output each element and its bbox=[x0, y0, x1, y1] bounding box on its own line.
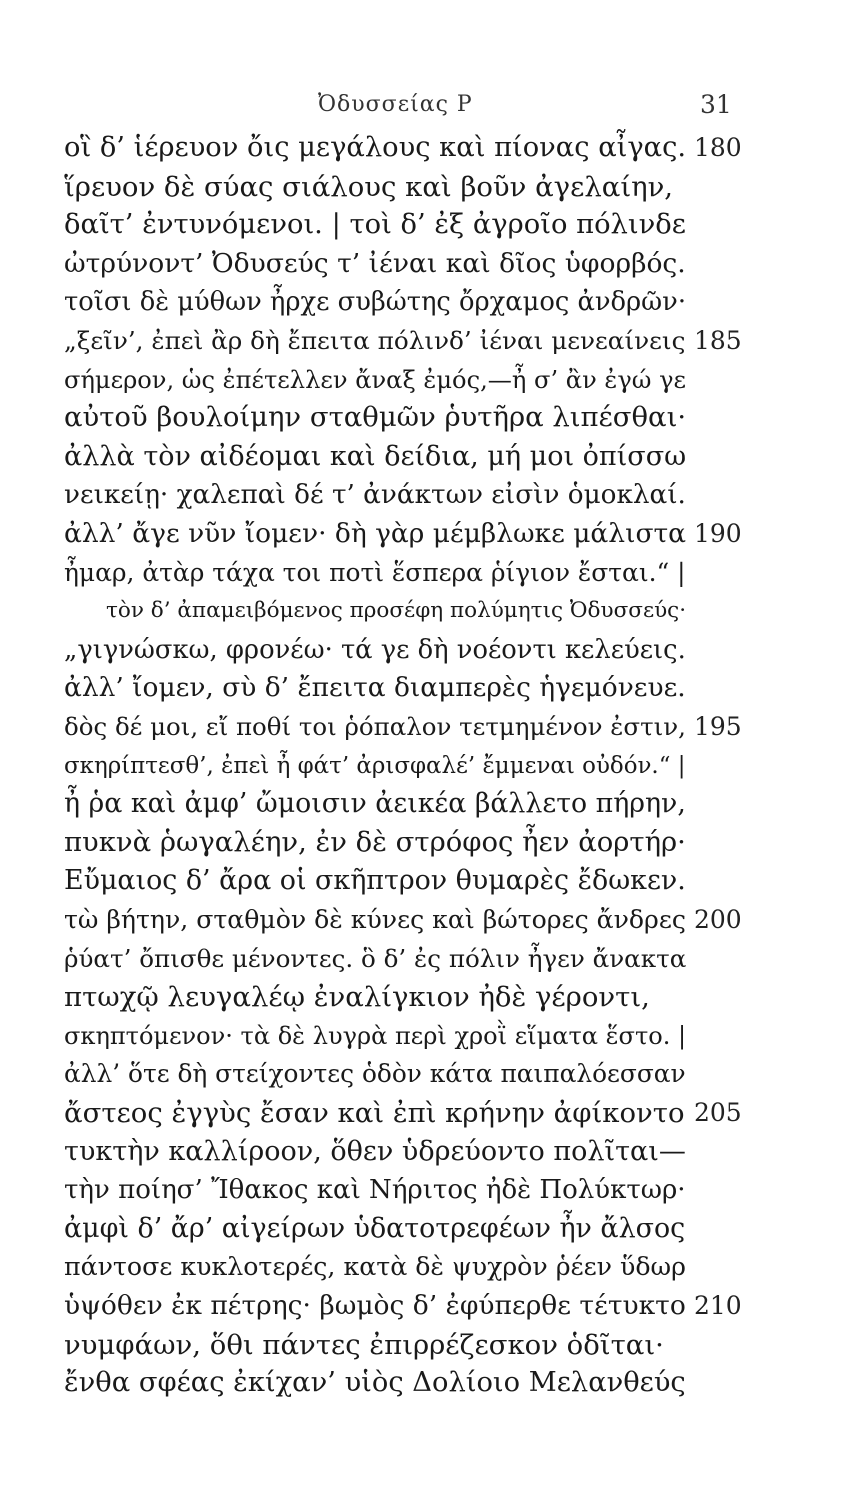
verse-text: πάντοσε κυκλοτερές, κατὰ δὲ ψυχρὸν ῥέεν ὕδωρ bbox=[64, 1252, 686, 1282]
verse-line bbox=[0, 861, 867, 903]
line-number: 205 bbox=[694, 1098, 742, 1127]
verse-text: δὸς δέ μοι, εἴ ποθί τοι ῥόπαλον τετμημένον ἐστιν, bbox=[64, 712, 686, 741]
verse-text: τὴν ποίησ’ Ἴθακος καὶ Νήριτος ἠδὲ Πολύκτωρ· bbox=[64, 1175, 686, 1206]
verse-line bbox=[0, 1016, 867, 1058]
verse-text: ῥύατ’ ὄπισθε μένοντες. ὃ δ’ ἐς πόλιν ἦγεν ἄνακτα bbox=[64, 943, 687, 973]
verse-text: ὠτρύνοντ’ Ὀδυσεύς τ’ ἰέναι καὶ δῖος ὑφορβός. bbox=[64, 247, 686, 279]
verse-line bbox=[0, 282, 867, 324]
verse-line bbox=[0, 1209, 867, 1251]
verse-line bbox=[0, 591, 867, 633]
line-number: 195 bbox=[694, 712, 742, 741]
verse-text: Εὔμαιος δ’ ἄρα οἱ σκῆπτρον θυμαρὲς ἔδωκεν. bbox=[64, 865, 686, 897]
verse-text: ἀλλ’ ὅτε δὴ στείχοντες ὁδὸν κάτα παιπαλόεσσαν bbox=[64, 1059, 686, 1089]
line-number: 210 bbox=[694, 1291, 742, 1320]
verse-text: νυμφάων, ὅθι πάντες ἐπιρρέζεσκον ὁδῖται· bbox=[64, 1328, 664, 1361]
running-head bbox=[0, 92, 867, 122]
verse-line bbox=[0, 1093, 867, 1135]
verse-line bbox=[0, 900, 867, 942]
verse-text: „γιγνώσκω, φρονέω· τά γε δὴ νοέοντι κελεύεις. bbox=[64, 634, 686, 665]
verse-line bbox=[0, 668, 867, 710]
verse-line bbox=[0, 360, 867, 402]
verse-line bbox=[0, 553, 867, 595]
verse-line bbox=[0, 205, 867, 247]
verse-text: σκηρίπτεσθ’, ἐπεὶ ἦ φάτ’ ἀρισφαλέ’ ἔμμεναι οὐδόν.“ | bbox=[64, 752, 686, 779]
line-number: 190 bbox=[694, 519, 742, 548]
verse-line bbox=[0, 167, 867, 209]
running-head-title: Ὀδυσσείας Ρ bbox=[318, 92, 473, 117]
verse-text: ἀλλ’ ἴομεν, σὺ δ’ ἔπειτα διαμπερὲς ἡγεμόνευε. bbox=[64, 672, 686, 704]
verse-text: δαῖτ’ ἐντυνόμενοι. | τοὶ δ’ ἐξ ἀγροῖο πόλινδε bbox=[64, 209, 686, 241]
verse-text: σκηπτόμενον· τὰ δὲ λυγρὰ περὶ χροῒ εἵματα ἕστο. | bbox=[64, 1021, 687, 1050]
verse-text: τοῖσι δὲ μύθων ἦρχε συβώτης ὄρχαμος ἀνδρῶν· bbox=[64, 287, 687, 318]
verse-line bbox=[0, 630, 867, 672]
verse-line bbox=[0, 244, 867, 286]
verse-line bbox=[0, 437, 867, 479]
verse-line bbox=[0, 398, 867, 440]
verse-line bbox=[0, 321, 867, 363]
line-number: 200 bbox=[694, 905, 742, 934]
verse-text: νεικείῃ· χαλεπαὶ δέ τ’ ἀνάκτων εἰσὶν ὁμοκλαί. bbox=[64, 480, 686, 511]
verse-text: σήμερον, ὡς ἐπέτελλεν ἄναξ ἐμός,—ἦ σ’ ἂν ἐγώ γε bbox=[64, 365, 687, 394]
verse-text: τυκτὴν καλλίροον, ὅθεν ὑδρεύοντο πολῖται— bbox=[64, 1135, 686, 1167]
verse-line bbox=[0, 1054, 867, 1096]
verse-line bbox=[0, 746, 867, 788]
line-number: 185 bbox=[694, 326, 742, 355]
verse-text: ἔνθα σφέας ἐκίχαν’ υἱὸς Δολίοιο Μελανθεύς bbox=[64, 1367, 686, 1399]
verse-line bbox=[0, 1132, 867, 1174]
verse-line bbox=[0, 514, 867, 556]
verse-text: πτωχῷ λευγαλέῳ ἐναλίγκιον ἠδὲ γέροντι, bbox=[64, 981, 650, 1014]
verse-line bbox=[0, 784, 867, 826]
verse-line bbox=[0, 128, 867, 170]
verse-text: τὸν δ’ ἀπαμειβόμενος προσέφη πολύμητις Ὀδυσσεύς· bbox=[106, 598, 687, 624]
verse-text: ἵρευον δὲ σύας σιάλους καὶ βοῦν ἀγελαίην, bbox=[64, 170, 674, 203]
verse-text: ἦμαρ, ἀτὰρ τάχα τοι ποτὶ ἕσπερα ῥίγιον ἔσται.“ | bbox=[64, 557, 686, 587]
verse-line bbox=[0, 1363, 867, 1405]
verse-text: οἳ δ’ ἱέρευον ὄις μεγάλους καὶ πίονας αἶγας. bbox=[64, 132, 687, 163]
verse-text: ὑψόθεν ἐκ πέτρης· βωμὸς δ’ ἐφύπερθε τέτυκτο bbox=[64, 1290, 686, 1321]
page-number: 31 bbox=[700, 90, 732, 119]
verse-line bbox=[0, 1247, 867, 1289]
verse-text: πυκνὰ ῥωγαλέην, ἐν δὲ στρόφος ἦεν ἀορτήρ· bbox=[64, 826, 686, 858]
verse-line bbox=[0, 1286, 867, 1328]
verse-text: τὼ βήτην, σταθμὸν δὲ κύνες καὶ βώτορες ἄνδρες bbox=[64, 905, 686, 934]
verse-line bbox=[0, 707, 867, 749]
verse-line bbox=[0, 1170, 867, 1212]
verse-line bbox=[0, 939, 867, 981]
verse-line bbox=[0, 475, 867, 517]
verse-line bbox=[0, 977, 867, 1019]
verse-text: ἄστεος ἐγγὺς ἔσαν καὶ ἐπὶ κρήνην ἀφίκοντο bbox=[64, 1097, 685, 1129]
verse-text: αὐτοῦ βουλοίμην σταθμῶν ῥυτῆρα λιπέσθαι· bbox=[64, 402, 687, 434]
verse-text: ἀμφὶ δ’ ἄρ’ αἰγείρων ὑδατοτρεφέων ἦν ἄλσος bbox=[64, 1212, 686, 1244]
verse-line bbox=[0, 823, 867, 865]
verse-text: „ξεῖν’, ἐπεὶ ἂρ δὴ ἔπειτα πόλινδ’ ἰέναι μενεαίνεις bbox=[64, 326, 686, 355]
verse-text: ἀλλὰ τὸν αἰδέομαι καὶ δείδια, μή μοι ὀπίσσω bbox=[64, 440, 687, 472]
verse-text: ἦ ῥα καὶ ἀμφ’ ὤμοισιν ἀεικέα βάλλετο πήρην, bbox=[64, 788, 686, 820]
verse-text: ἀλλ’ ἄγε νῦν ἴομεν· δὴ γὰρ μέμβλωκε μάλιστα bbox=[64, 518, 687, 549]
line-number: 180 bbox=[694, 133, 742, 162]
verse-line bbox=[0, 1325, 867, 1367]
